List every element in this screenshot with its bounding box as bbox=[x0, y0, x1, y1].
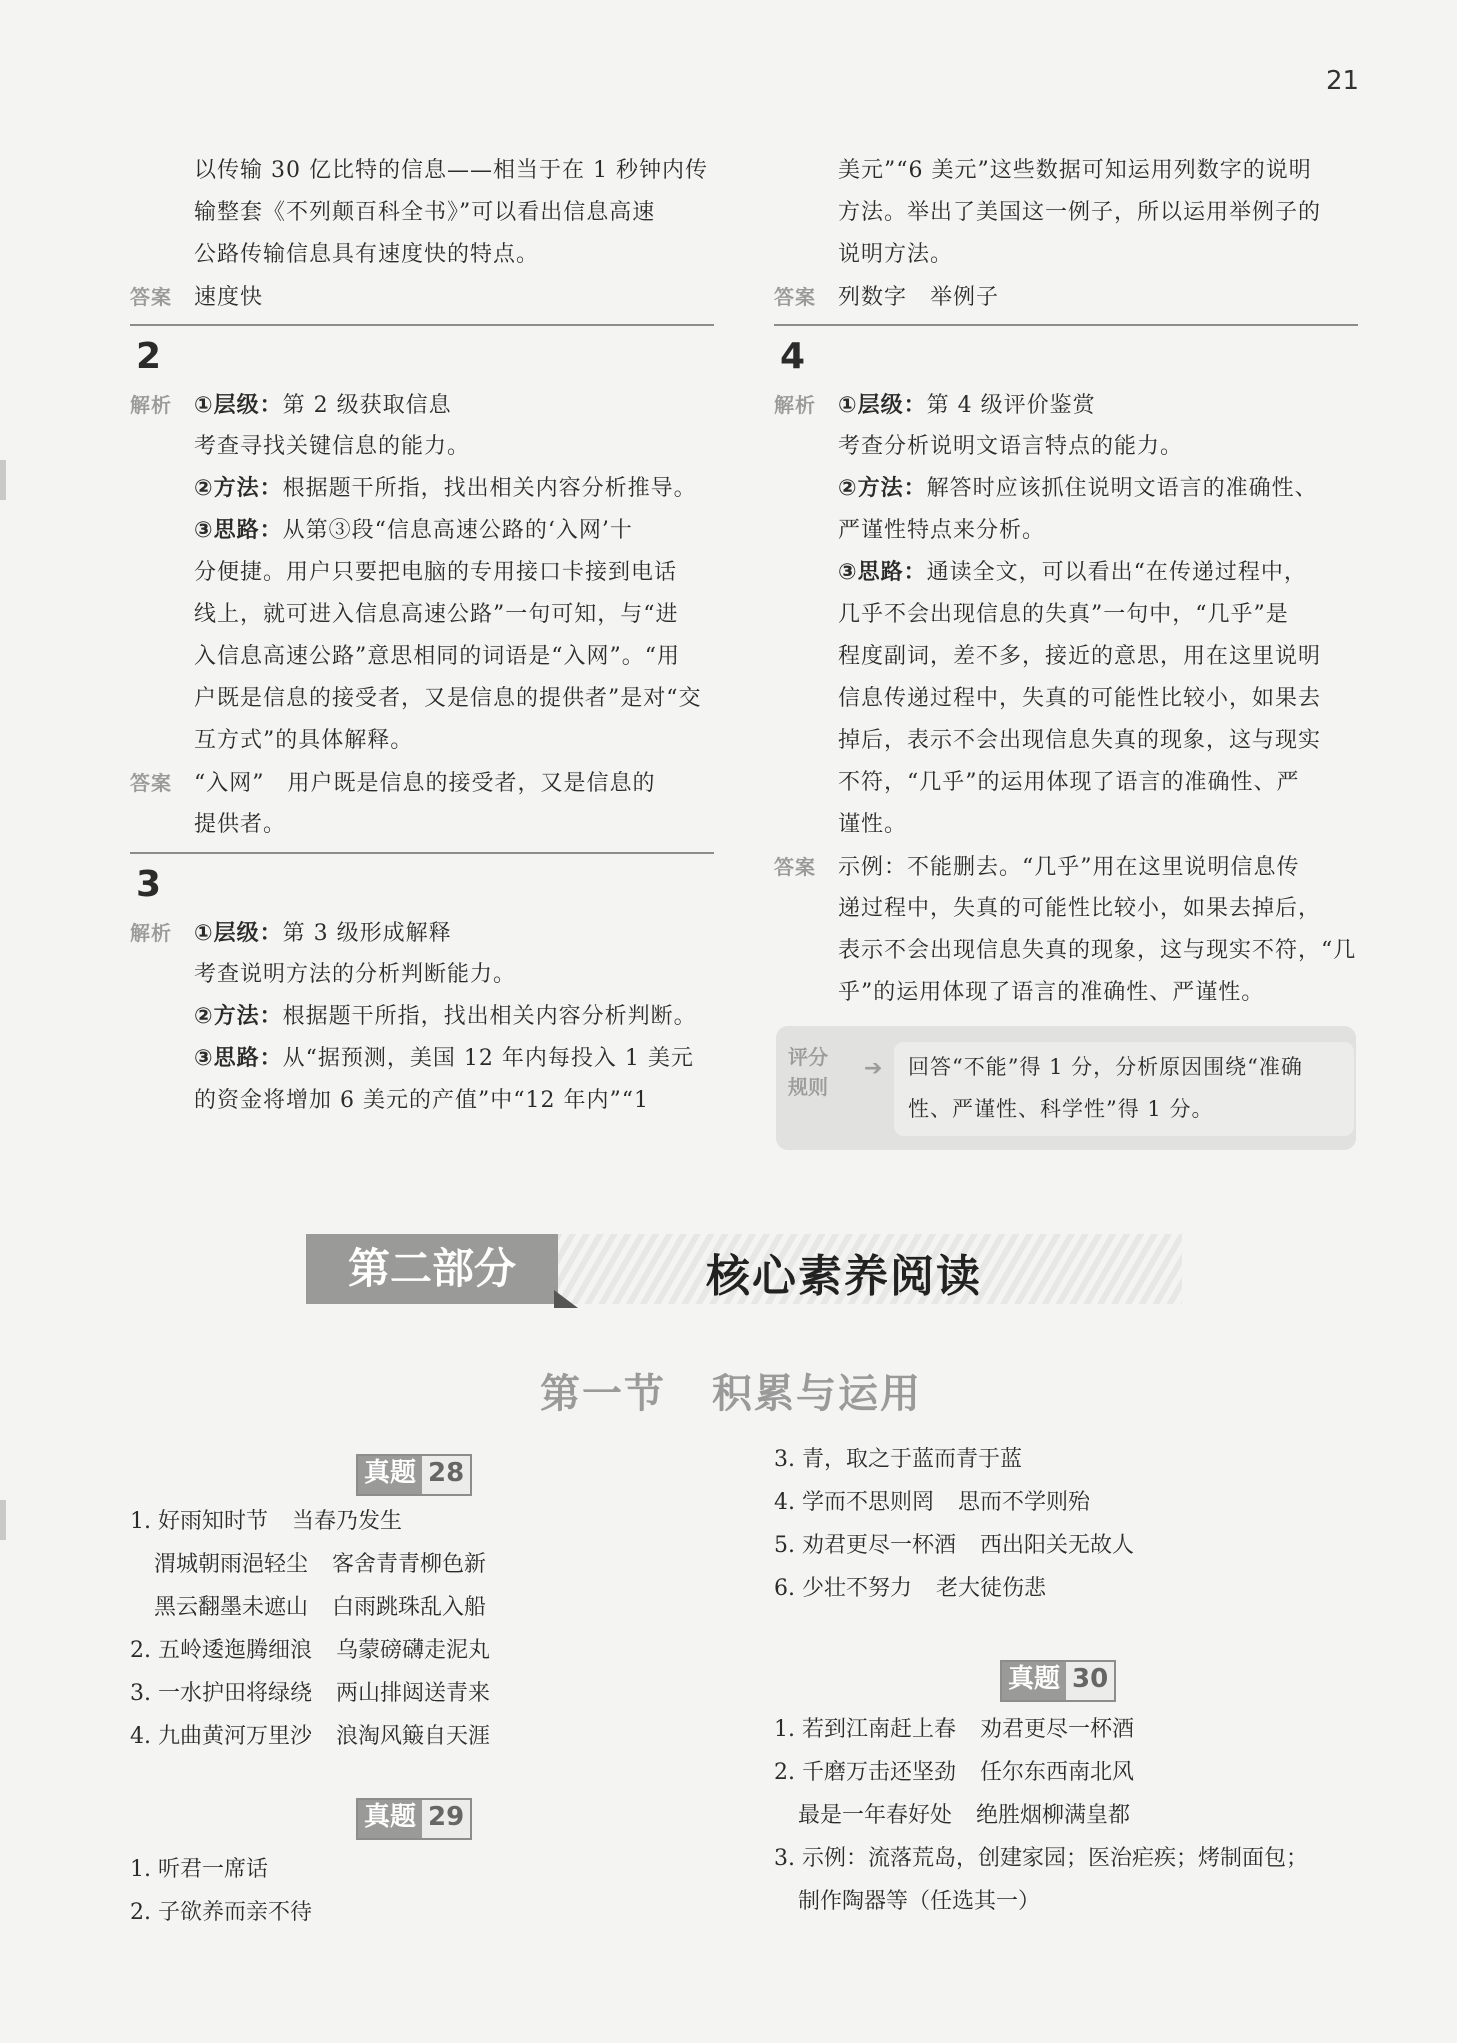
question-badge bbox=[356, 1454, 472, 1496]
poem-line bbox=[774, 1708, 1374, 1751]
method-text: 解答时应该抓住说明文语言的准确性、 bbox=[926, 476, 1318, 501]
text-line: 信息传递过程中，失真的可能性比较小，如果去 bbox=[838, 686, 1322, 711]
method-key: ②方法： bbox=[194, 1004, 283, 1029]
text-line: 谨性。 bbox=[838, 812, 908, 837]
badge-label: 真题 bbox=[358, 1800, 422, 1838]
thinking-line bbox=[130, 1038, 714, 1080]
method-line bbox=[130, 996, 714, 1038]
text-line: 掉后，表示不会出现信息失真的现象，这与现实 bbox=[838, 728, 1322, 753]
text-line: 户既是信息的接受者，又是信息的提供者”是对“交 bbox=[194, 686, 702, 711]
answer-line bbox=[774, 846, 1358, 888]
scoring-rule-box bbox=[776, 1026, 1356, 1150]
level-text: 第 3 级形成解释 bbox=[282, 921, 452, 946]
q29-answers-right bbox=[774, 1438, 1374, 1610]
text-line: 乎”的运用体现了语言的准确性、严谨性。 bbox=[838, 980, 1265, 1005]
poem-line bbox=[774, 1438, 1374, 1481]
badge-label: 真题 bbox=[358, 1456, 422, 1494]
level-key: ①层级： bbox=[838, 393, 927, 418]
poem-second: 思而不学则殆 bbox=[957, 1490, 1090, 1515]
poem-first: 6. 少壮不努力 bbox=[774, 1576, 912, 1601]
poem-second: 白雨跳珠乱入船 bbox=[332, 1595, 487, 1620]
thinking-line bbox=[774, 552, 1358, 594]
poem-line bbox=[774, 1524, 1374, 1567]
poem-second: 西出阳关无故人 bbox=[979, 1533, 1134, 1558]
answer-label: 答案 bbox=[130, 285, 172, 309]
method-key: ②方法： bbox=[194, 476, 283, 501]
badge-number: 30 bbox=[1066, 1662, 1114, 1700]
poem-line: 2. 子欲养而亲不待 bbox=[130, 1900, 312, 1925]
part-label: 第二部分 bbox=[306, 1234, 558, 1304]
section-number: 第一节 bbox=[540, 1371, 666, 1417]
method-line bbox=[774, 468, 1358, 510]
answer-text: 列数字 举例子 bbox=[838, 285, 1000, 310]
poem-first: 最是一年春好处 bbox=[798, 1803, 953, 1828]
poem-first: 渭城朝雨浥轻尘 bbox=[154, 1552, 309, 1577]
poem-line bbox=[130, 1543, 690, 1586]
text-line: 输整套《不列颠百科全书》”可以看出信息高速 bbox=[194, 200, 656, 225]
question-badge bbox=[356, 1798, 472, 1840]
binding-mark bbox=[0, 1500, 6, 1540]
thinking-text: 从第③段“信息高速公路的‘入网’十 bbox=[282, 518, 633, 543]
poem-first: 制作陶器等（任选其一） bbox=[798, 1889, 1041, 1914]
text-line: 公路传输信息具有速度快的特点。 bbox=[194, 242, 540, 267]
text-line: 美元”“6 美元”这些数据可知运用列数字的说明 bbox=[838, 158, 1312, 183]
text-line: 回答“不能”得 1 分，分析原因围绕“准确 bbox=[908, 1055, 1303, 1079]
scoring-rule-label bbox=[788, 1042, 858, 1102]
poem-line bbox=[774, 1837, 1374, 1880]
analysis-label: 解析 bbox=[130, 393, 172, 417]
text-line: 方法。举出了美国这一例子，所以运用举例子的 bbox=[838, 200, 1322, 225]
poem-second: 乌蒙磅礴走泥丸 bbox=[335, 1638, 490, 1663]
poem-second: 绝胜烟柳满皇都 bbox=[976, 1803, 1131, 1828]
text-line: 入信息高速公路”意思相同的词语是“入网”。“用 bbox=[194, 644, 680, 669]
text-line: 考查寻找关键信息的能力。 bbox=[194, 434, 471, 459]
poem-first: 4. 学而不思则罔 bbox=[774, 1490, 934, 1515]
text-line: 线上，就可进入信息高速公路”一句可知，与“进 bbox=[194, 602, 679, 627]
scoring-rule-text bbox=[894, 1042, 1354, 1136]
text-line: 互方式”的具体解释。 bbox=[194, 728, 414, 753]
answer-line bbox=[774, 276, 1358, 318]
divider bbox=[130, 324, 714, 326]
divider bbox=[130, 852, 714, 854]
section-title bbox=[540, 1362, 922, 1419]
page-number: 21 bbox=[1326, 66, 1360, 96]
answer-line bbox=[130, 762, 714, 804]
poem-first: 2. 千磨万击还坚劲 bbox=[774, 1760, 956, 1785]
text-line: 考查分析说明文语言特点的能力。 bbox=[838, 434, 1184, 459]
method-text: 根据题干所指，找出相关内容分析判断。 bbox=[282, 1004, 697, 1029]
text-line: 几乎不会出现信息的失真”一句中，“几乎”是 bbox=[838, 602, 1289, 627]
poem-second: 浪淘风簸自天涯 bbox=[335, 1724, 490, 1749]
analysis-label: 解析 bbox=[774, 393, 816, 417]
method-line bbox=[130, 468, 714, 510]
level-text: 第 4 级评价鉴赏 bbox=[926, 393, 1096, 418]
badge-number: 29 bbox=[422, 1800, 470, 1838]
banner-notch bbox=[554, 1290, 578, 1308]
q28-answers bbox=[130, 1500, 690, 1758]
poem-line bbox=[130, 1586, 690, 1629]
poem-line bbox=[774, 1481, 1374, 1524]
badge-label: 真题 bbox=[1002, 1662, 1066, 1700]
text-line: 的资金将增加 6 美元的产值”中“12 年内”“1 bbox=[194, 1088, 649, 1113]
text-line: 不符，“几乎”的运用体现了语言的准确性、严 bbox=[838, 770, 1300, 795]
thinking-text: 通读全文，可以看出“在传递过程中， bbox=[926, 560, 1307, 585]
analysis-line bbox=[130, 912, 714, 954]
answer-text: “入网” 用户既是信息的接受者，又是信息的 bbox=[194, 771, 656, 796]
question-number: 3 bbox=[136, 864, 162, 905]
poem-line: 1. 听君一席话 bbox=[130, 1857, 268, 1882]
text-line: 严谨性特点来分析。 bbox=[838, 518, 1046, 543]
level-key: ①层级： bbox=[194, 393, 283, 418]
text-line: 递过程中，失真的可能性比较小，如果去掉后， bbox=[838, 896, 1322, 921]
analysis-label: 解析 bbox=[130, 921, 172, 945]
binding-mark bbox=[0, 460, 6, 500]
poem-line bbox=[774, 1751, 1374, 1794]
text-line: 提供者。 bbox=[194, 812, 287, 837]
arrow-right-icon: ➔ bbox=[864, 1056, 883, 1081]
answer-text: 速度快 bbox=[194, 285, 264, 310]
scoring-rule-label-line: 评分 bbox=[788, 1045, 828, 1069]
q30-answers bbox=[774, 1708, 1374, 1923]
poem-line bbox=[130, 1672, 690, 1715]
poem-first: 1. 若到江南赶上春 bbox=[774, 1717, 956, 1742]
thinking-key: ③思路： bbox=[194, 518, 283, 543]
answer-line bbox=[130, 276, 714, 318]
poem-line bbox=[774, 1794, 1374, 1837]
poem-line bbox=[130, 1629, 690, 1672]
question-number: 4 bbox=[780, 336, 806, 377]
method-text: 根据题干所指，找出相关内容分析推导。 bbox=[282, 476, 697, 501]
poem-second: 两山排闼送青来 bbox=[335, 1681, 490, 1706]
question-badge bbox=[1000, 1660, 1116, 1702]
poem-line bbox=[130, 1715, 690, 1758]
poem-first: 3. 示例：流落荒岛，创建家园；医治疟疾；烤制面包； bbox=[774, 1846, 1308, 1871]
poem-first: 黑云翻墨未遮山 bbox=[154, 1595, 309, 1620]
poem-first: 4. 九曲黄河万里沙 bbox=[130, 1724, 312, 1749]
q29-answers-left bbox=[130, 1848, 690, 1934]
poem-first: 3. 青，取之于蓝而青于蓝 bbox=[774, 1447, 1022, 1472]
answer-label: 答案 bbox=[130, 771, 172, 795]
poem-second: 劝君更尽一杯酒 bbox=[979, 1717, 1134, 1742]
poem-first: 2. 五岭逶迤腾细浪 bbox=[130, 1638, 312, 1663]
analysis-line bbox=[130, 384, 714, 426]
level-key: ①层级： bbox=[194, 921, 283, 946]
level-text: 第 2 级获取信息 bbox=[282, 393, 452, 418]
poem-second: 当春乃发生 bbox=[291, 1509, 402, 1534]
thinking-text: 从“据预测，美国 12 年内每投入 1 美元 bbox=[282, 1046, 694, 1071]
text-line: 分便捷。用户只要把电脑的专用接口卡接到电话 bbox=[194, 560, 678, 585]
left-column bbox=[130, 150, 714, 1122]
poem-first: 3. 一水护田将绿绕 bbox=[130, 1681, 312, 1706]
thinking-key: ③思路： bbox=[838, 560, 927, 585]
question-number: 2 bbox=[136, 336, 162, 377]
answer-label: 答案 bbox=[774, 285, 816, 309]
right-column bbox=[774, 150, 1358, 1014]
method-key: ②方法： bbox=[838, 476, 927, 501]
badge-number: 28 bbox=[422, 1456, 470, 1494]
divider bbox=[774, 324, 1358, 326]
text-line: 以传输 30 亿比特的信息——相当于在 1 秒钟内传 bbox=[194, 158, 708, 183]
text-line: 考查说明方法的分析判断能力。 bbox=[194, 962, 517, 987]
text-line: 性、严谨性、科学性”得 1 分。 bbox=[908, 1097, 1214, 1121]
answer-text: 示例：不能删去。“几乎”用在这里说明信息传 bbox=[838, 855, 1300, 880]
poem-first: 5. 劝君更尽一杯酒 bbox=[774, 1533, 956, 1558]
section-name: 积累与运用 bbox=[712, 1371, 922, 1417]
poem-second: 客舍青青柳色新 bbox=[332, 1552, 487, 1577]
text-line: 程度副词，差不多，接近的意思，用在这里说明 bbox=[838, 644, 1322, 669]
text-line: 表示不会出现信息失真的现象，这与现实不符，“几 bbox=[838, 938, 1357, 963]
poem-second: 任尔东西南北风 bbox=[979, 1760, 1134, 1785]
thinking-line bbox=[130, 510, 714, 552]
answer-label: 答案 bbox=[774, 855, 816, 879]
thinking-key: ③思路： bbox=[194, 1046, 283, 1071]
poem-first: 1. 好雨知时节 bbox=[130, 1509, 268, 1534]
poem-line bbox=[774, 1567, 1374, 1610]
analysis-line bbox=[774, 384, 1358, 426]
text-line: 说明方法。 bbox=[838, 242, 954, 267]
part-title: 核心素养阅读 bbox=[706, 1251, 982, 1302]
poem-line bbox=[130, 1500, 690, 1543]
poem-line bbox=[774, 1880, 1374, 1923]
scoring-rule-label-line: 规则 bbox=[788, 1075, 828, 1099]
poem-second: 老大徒伤悲 bbox=[935, 1576, 1046, 1601]
